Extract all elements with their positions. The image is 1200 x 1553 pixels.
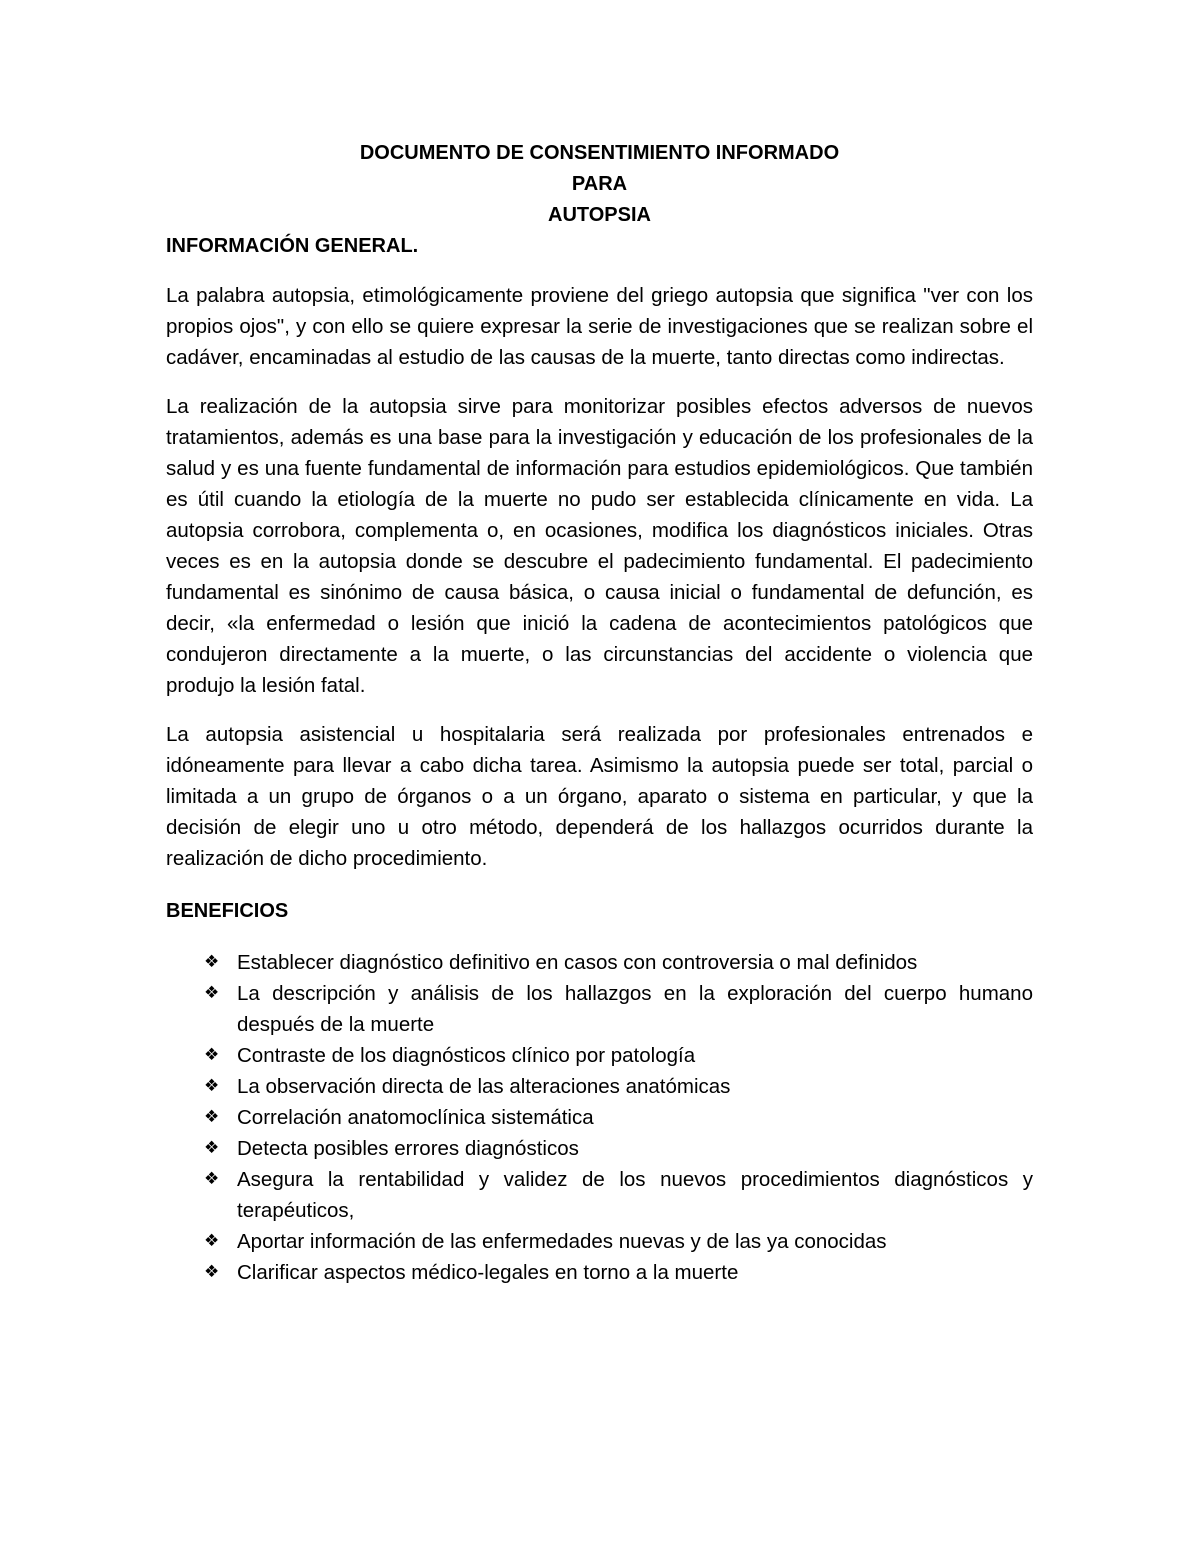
- list-item: [166, 1040, 1033, 1071]
- list-item: [166, 947, 1033, 978]
- diamond-bullet-icon: ❖: [204, 1076, 220, 1096]
- document-page: [166, 138, 1033, 1288]
- paragraph-hospital-autopsy: La autopsia asistencial u hospitalaria será realizada por profesionales entrenados e idóneamente para llevar a cabo dicha tarea. Asimismo la autopsia puede ser total, parcial o limitada a un grupo de órganos o a un órgano, aparato o sistema en particular, y que la decisión de elegir uno u otro método, dependerá de los hallazgos ocurridos durante la realización de dicho procedimiento.: [166, 723, 1033, 870]
- benefit-text: Establecer diagnóstico definitivo en casos con controversia o mal definidos: [237, 951, 918, 974]
- list-item: [166, 1257, 1033, 1288]
- diamond-bullet-icon: ❖: [204, 1045, 220, 1065]
- title-line-2: PARA: [571, 173, 628, 195]
- title-line-3: AUTOPSIA: [548, 204, 651, 226]
- list-item: [166, 978, 1033, 1040]
- diamond-bullet-icon: ❖: [204, 1231, 220, 1251]
- diamond-bullet-icon: ❖: [204, 1138, 220, 1158]
- paragraph-etymology: La palabra autopsia, etimológicamente proviene del griego autopsia que significa "ver con los propios ojos", y con ello se quiere expresar la serie de investigaciones que se realizan sobre el cadáver, encaminadas al estudio de las causas de la muerte, tanto directas como indirectas.: [166, 284, 1033, 369]
- document-title: [166, 138, 1033, 231]
- general-information-heading: INFORMACIÓN GENERAL.: [166, 235, 419, 257]
- list-item: [166, 1071, 1033, 1102]
- benefit-text: Clarificar aspectos médico-legales en torno a la muerte: [237, 1261, 739, 1284]
- benefit-text: Asegura la rentabilidad y validez de los nuevos procedimientos diagnósticos y terapéuticos,: [237, 1168, 1033, 1222]
- diamond-bullet-icon: ❖: [204, 1107, 220, 1127]
- benefit-text: Detecta posibles errores diagnósticos: [237, 1137, 579, 1160]
- list-item: [166, 1164, 1033, 1226]
- title-line-1: DOCUMENTO DE CONSENTIMIENTO INFORMADO: [359, 142, 840, 164]
- benefit-text: Contraste de los diagnósticos clínico por patología: [237, 1044, 696, 1067]
- benefit-text: La descripción y análisis de los hallazgos en la exploración del cuerpo humano después de la muerte: [237, 982, 1033, 1036]
- list-item: [166, 1226, 1033, 1257]
- paragraph-purpose: La realización de la autopsia sirve para monitorizar posibles efectos adversos de nuevos tratamientos, además es una base para la investigación y educación de los profesionales de la salud y es una fuente fundamental de información para estudios epidemiológicos. Que también es útil cuando la etiología de la muerte no pudo ser establecida clínicamente en vida. La autopsia corrobora, complementa o, en ocasiones, modifica los diagnósticos iniciales. Otras veces es en la autopsia donde se descubre el padecimiento fundamental. El padecimiento fundamental es sinónimo de causa básica, o causa inicial o fundamental de defunción, es decir, «la enfermedad o lesión que inició la cadena de acontecimientos patológicos que condujeron directamente a la muerte, o las circunstancias del accidente o violencia que produjo la lesión fatal.: [166, 395, 1033, 697]
- diamond-bullet-icon: ❖: [204, 1169, 220, 1189]
- benefits-heading: BENEFICIOS: [166, 900, 289, 922]
- benefit-text: Correlación anatomoclínica sistemática: [237, 1106, 594, 1129]
- benefit-text: La observación directa de las alteraciones anatómicas: [237, 1075, 731, 1098]
- diamond-bullet-icon: ❖: [204, 1262, 220, 1282]
- benefit-text: Aportar información de las enfermedades nuevas y de las ya conocidas: [237, 1230, 887, 1253]
- list-item: [166, 1133, 1033, 1164]
- diamond-bullet-icon: ❖: [204, 983, 220, 1003]
- list-item: [166, 1102, 1033, 1133]
- benefits-list: [166, 947, 1033, 1288]
- diamond-bullet-icon: ❖: [204, 952, 220, 972]
